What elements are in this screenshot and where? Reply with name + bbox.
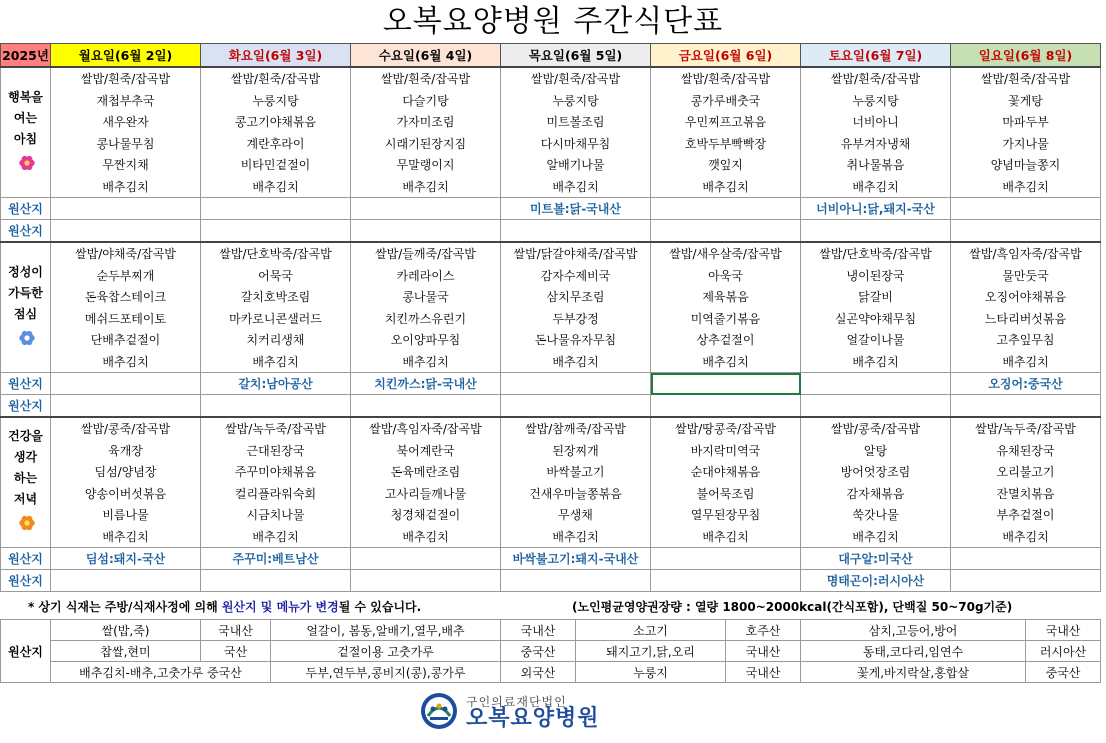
page-title: 오복요양병원 주간식단표: [382, 4, 724, 39]
menu-item: 쌀밥/야채죽/잡곡밥: [51, 242, 201, 265]
meal-label-line: 하는: [13, 471, 38, 485]
menu-item: 새우완자: [51, 111, 201, 133]
weekly-menu-table: [0, 43, 1101, 592]
menu-item: 쌀밥/흰죽/잡곡밥: [351, 67, 501, 90]
menu-item: 잔멸치볶음: [951, 483, 1101, 505]
menu-item: 쌀밥/단호박죽/잡곡밥: [201, 242, 351, 265]
menu-item: 컬리플라워숙회: [201, 483, 351, 505]
menu-item: 냉이된장국: [801, 265, 951, 287]
origin-value: [51, 198, 201, 220]
menu-item: 배추김치: [801, 176, 951, 198]
menu-item: 무말랭이지: [351, 154, 501, 176]
menu-item: 건새우마늘쫑볶음: [501, 483, 651, 505]
origin-ref-item: 삼치,고등어,방어: [801, 620, 1026, 641]
origin-value: [51, 220, 201, 243]
menu-item: 너비아니: [801, 111, 951, 133]
menu-item: 제육볶음: [651, 286, 801, 308]
origin-value: [51, 373, 201, 395]
origin-label: 원산지: [1, 220, 51, 243]
menu-row: [1, 308, 1101, 330]
menu-item: 배추김치: [201, 526, 351, 548]
origin-value: [51, 570, 201, 592]
origin-value: [801, 220, 951, 243]
origin-value: [201, 570, 351, 592]
blue-flower-icon: [18, 329, 34, 345]
menu-item: 양념마늘쫑지: [951, 154, 1101, 176]
menu-item: 돈나물유자무침: [501, 329, 651, 351]
menu-item: 배추김치: [51, 351, 201, 373]
origin-label: 원산지: [1, 570, 51, 592]
menu-item: 갈치호박조림: [201, 286, 351, 308]
day-header: 금요일(6월 6일): [651, 44, 801, 68]
menu-item: 쌀밥/콩죽/잡곡밥: [801, 417, 951, 440]
origin-value: [651, 198, 801, 220]
menu-item: 쌀밥/새우살죽/잡곡밥: [651, 242, 801, 265]
orange-flower-icon: [18, 514, 34, 530]
menu-item: 누룽지탕: [501, 90, 651, 112]
menu-item: 쌀밥/흰죽/잡곡밥: [201, 67, 351, 90]
origin-row: [1, 548, 1101, 570]
origin-value: [651, 548, 801, 570]
menu-item: 어묵국: [201, 265, 351, 287]
origin-value: [351, 220, 501, 243]
origin-value: [51, 395, 201, 418]
origin-value: [351, 198, 501, 220]
meal-label-line: 저녁: [13, 492, 38, 506]
menu-item: 꽃게탕: [951, 90, 1101, 112]
menu-item: 콩나물무침: [51, 133, 201, 155]
origin-row: [1, 373, 1101, 395]
menu-item: 콩고기야채볶음: [201, 111, 351, 133]
menu-item: 배추김치: [201, 176, 351, 198]
menu-item: 감자채볶음: [801, 483, 951, 505]
menu-item: 쌀밥/흰죽/잡곡밥: [801, 67, 951, 90]
menu-item: 콩가루배춧국: [651, 90, 801, 112]
origin-value: 대구알:미국산: [801, 548, 951, 570]
nutrition-note: (노인평균영양권장량 : 열량 1800~2000kcal(간식포함), 단백질 50~70g기준): [572, 600, 1013, 614]
meal-label-line: 점심: [13, 306, 38, 321]
menu-row: [1, 265, 1101, 287]
origin-ref-country: 국내산: [501, 620, 576, 641]
origin-row: [1, 395, 1101, 418]
menu-row: [1, 461, 1101, 483]
origin-label: 원산지: [1, 548, 51, 570]
menu-item: 실곤약야채무침: [801, 308, 951, 330]
origin-value: [201, 395, 351, 418]
origin-ref-country: 국내산: [201, 620, 271, 641]
menu-item: 부추겉절이: [951, 504, 1101, 526]
menu-item: 배추김치: [651, 526, 801, 548]
menu-item: 두부강정: [501, 308, 651, 330]
menu-item: 닭갈비: [801, 286, 951, 308]
menu-item: 쌀밥/콩죽/잡곡밥: [51, 417, 201, 440]
origin-ref-country: 외국산: [501, 662, 576, 683]
menu-item: 쑥갓나물: [801, 504, 951, 526]
menu-item: 바지락미역국: [651, 440, 801, 462]
origin-value: [201, 198, 351, 220]
menu-item: 근대된장국: [201, 440, 351, 462]
origin-value: [801, 395, 951, 418]
meal-label-line: 행복을: [8, 89, 43, 104]
menu-item: 쌀밥/흰죽/잡곡밥: [501, 67, 651, 90]
year-header: 2025년: [1, 44, 51, 68]
meal-label: [1, 242, 51, 373]
meal-label-line: 여는: [13, 110, 38, 125]
menu-item: 배추김치: [501, 176, 651, 198]
menu-item: 취나물볶음: [801, 154, 951, 176]
origin-ref-item: 찹쌀,현미: [51, 641, 201, 662]
hospital-logo: [420, 693, 600, 733]
menu-item: 배추김치: [201, 351, 351, 373]
origin-ref-country: 중국산: [1026, 662, 1101, 683]
origin-value: 너비아니:닭,돼지-국산: [801, 198, 951, 220]
menu-item: 치킨까스유린기: [351, 308, 501, 330]
origin-value: [501, 220, 651, 243]
logo-name: 오복요양병원: [466, 706, 600, 731]
menu-item: 깻잎지: [651, 154, 801, 176]
menu-item: 유채된장국: [951, 440, 1101, 462]
menu-item: 순대야채볶음: [651, 461, 801, 483]
menu-row: [1, 90, 1101, 112]
menu-item: 알탕: [801, 440, 951, 462]
menu-row: [1, 242, 1101, 265]
menu-item: 배추김치: [501, 351, 651, 373]
menu-item: 치커리생채: [201, 329, 351, 351]
menu-row: [1, 176, 1101, 198]
origin-ref-item: 배추김치-배추,고춧가루 중국산: [51, 662, 271, 683]
menu-item: 양송이버섯볶음: [51, 483, 201, 505]
menu-item: 알배기나물: [501, 154, 651, 176]
origin-ref-item: 소고기: [576, 620, 726, 641]
origin-value: [951, 548, 1101, 570]
menu-item: 육개장: [51, 440, 201, 462]
menu-item: 배추김치: [501, 526, 651, 548]
menu-item: 다슬기탕: [351, 90, 501, 112]
origin-value: [501, 373, 651, 395]
meal-label-line: 건강을: [8, 429, 43, 443]
menu-item: 쌀밥/흰죽/잡곡밥: [651, 67, 801, 90]
day-header: 토요일(6월 7일): [801, 44, 951, 68]
menu-item: 순두부찌개: [51, 265, 201, 287]
day-header: 일요일(6월 8일): [951, 44, 1101, 68]
day-header: 월요일(6월 2일): [51, 44, 201, 68]
origin-row: [1, 570, 1101, 592]
origin-row: [1, 220, 1101, 243]
origin-value: [651, 220, 801, 243]
menu-item: 배추김치: [951, 351, 1101, 373]
origin-ref-item: 꽃게,바지락살,홍합살: [801, 662, 1026, 683]
origin-ref-country: 국내산: [1026, 620, 1101, 641]
menu-item: 콩나물국: [351, 286, 501, 308]
menu-item: 방어엇장조림: [801, 461, 951, 483]
origin-value: 미트볼:닭-국내산: [501, 198, 651, 220]
origin-value: [651, 395, 801, 418]
menu-item: 미역줄기볶음: [651, 308, 801, 330]
origin-value: 바싹불고기:돼지-국내산: [501, 548, 651, 570]
origin-value: [201, 220, 351, 243]
menu-item: 카레라이스: [351, 265, 501, 287]
origin-ref-item: 겉절이용 고춧가루: [271, 641, 501, 662]
origin-value[interactable]: [651, 373, 801, 395]
menu-item: 쌀밥/흰죽/잡곡밥: [51, 67, 201, 90]
menu-item: 배추김치: [801, 526, 951, 548]
meal-label-line: 가득한: [8, 285, 43, 300]
meal-label-line: 정성이: [8, 264, 43, 279]
origin-value: [351, 395, 501, 418]
origin-value: [501, 395, 651, 418]
menu-item: 비름나물: [51, 504, 201, 526]
origin-ref-item: 쌀(밥,죽): [51, 620, 201, 641]
origin-value: [951, 395, 1101, 418]
menu-item: 쌀밥/흑임자죽/잡곡밥: [951, 242, 1101, 265]
menu-item: 배추김치: [651, 351, 801, 373]
origin-value: [801, 373, 951, 395]
origin-ref-country: 호주산: [726, 620, 801, 641]
menu-item: 상추겉절이: [651, 329, 801, 351]
origin-value: 갈치:남아공산: [201, 373, 351, 395]
notice-highlight: 원산지 및 메뉴가 변경: [221, 600, 339, 614]
origin-value: [951, 198, 1101, 220]
day-header: 수요일(6월 4일): [351, 44, 501, 68]
menu-item: 배추김치: [951, 176, 1101, 198]
menu-item: 쌀밥/들깨죽/잡곡밥: [351, 242, 501, 265]
origin-ref-label: 원산지: [1, 620, 51, 683]
day-header: 목요일(6월 5일): [501, 44, 651, 68]
origin-ref-item: 동태,코다리,임연수: [801, 641, 1026, 662]
origin-ref-item: 얼갈이, 봄동,알배기,열무,배추: [271, 620, 501, 641]
menu-item: 바싹불고기: [501, 461, 651, 483]
origin-value: 치킨까스:닭-국내산: [351, 373, 501, 395]
logo-subtitle: 구인의료재단법인: [466, 695, 567, 709]
menu-item: 쌀밥/녹두죽/잡곡밥: [201, 417, 351, 440]
menu-item: 쌀밥/닭갈야채죽/잡곡밥: [501, 242, 651, 265]
menu-item: 메쉬드포테이토: [51, 308, 201, 330]
origin-value: [351, 570, 501, 592]
menu-row: [1, 154, 1101, 176]
origin-label: 원산지: [1, 198, 51, 220]
menu-item: 돈육메란조림: [351, 461, 501, 483]
meal-label-line: 아침: [13, 131, 38, 146]
menu-row: [1, 286, 1101, 308]
meal-label-line: 생각: [13, 450, 38, 464]
menu-item: 가자미조림: [351, 111, 501, 133]
menu-item: 쌀밥/흰죽/잡곡밥: [951, 67, 1101, 90]
menu-item: 시금치나물: [201, 504, 351, 526]
menu-row: [1, 440, 1101, 462]
meal-label: [1, 67, 51, 198]
menu-item: 쌀밥/땅콩죽/잡곡밥: [651, 417, 801, 440]
menu-row: [1, 67, 1101, 90]
origin-ref-row: [1, 662, 1101, 683]
menu-item: 재첩부추국: [51, 90, 201, 112]
menu-item: 쌀밥/참깨죽/잡곡밥: [501, 417, 651, 440]
menu-item: 배추김치: [351, 351, 501, 373]
hospital-emblem-icon: [420, 692, 458, 734]
pink-flower-icon: [18, 154, 34, 170]
menu-item: 배추김치: [951, 526, 1101, 548]
menu-item: 쌀밥/단호박죽/잡곡밥: [801, 242, 951, 265]
origin-label: 원산지: [1, 373, 51, 395]
menu-item: 열무된장무침: [651, 504, 801, 526]
menu-item: 삼치무조림: [501, 286, 651, 308]
menu-item: 시래기된장지짐: [351, 133, 501, 155]
menu-item: 고사리들깨나물: [351, 483, 501, 505]
menu-item: 배추김치: [651, 176, 801, 198]
menu-item: 배추김치: [51, 176, 201, 198]
menu-row: [1, 504, 1101, 526]
menu-item: 누룽지탕: [801, 90, 951, 112]
menu-item: 딤섬/양념장: [51, 461, 201, 483]
header-row: [1, 44, 1101, 68]
origin-ref-row: [1, 641, 1101, 662]
menu-item: 불어묵조림: [651, 483, 801, 505]
menu-item: 아욱국: [651, 265, 801, 287]
menu-item: 무짠지채: [51, 154, 201, 176]
origin-value: 명태곤이:러시아산: [801, 570, 951, 592]
origin-ref-item: 돼지고기,닭,오리: [576, 641, 726, 662]
menu-item: 주꾸미야채볶음: [201, 461, 351, 483]
menu-row: [1, 351, 1101, 373]
origin-ref-country: 국내산: [726, 641, 801, 662]
menu-row: [1, 329, 1101, 351]
origin-value: 주꾸미:베트남산: [201, 548, 351, 570]
menu-item: 마카로니콘샐러드: [201, 308, 351, 330]
menu-item: 오이양파무침: [351, 329, 501, 351]
origin-value: [351, 548, 501, 570]
origin-value: [951, 220, 1101, 243]
menu-item: 오징어야채볶음: [951, 286, 1101, 308]
menu-item: 물만둣국: [951, 265, 1101, 287]
menu-item: 비타민겉절이: [201, 154, 351, 176]
menu-item: 우민찌프고볶음: [651, 111, 801, 133]
origin-value: 오징어:중국산: [951, 373, 1101, 395]
origin-ref-item: 누룽지: [576, 662, 726, 683]
menu-item: 오리불고기: [951, 461, 1101, 483]
menu-item: 느타리버섯볶음: [951, 308, 1101, 330]
menu-item: 마파두부: [951, 111, 1101, 133]
menu-item: 유부겨자냉채: [801, 133, 951, 155]
notice-text: * 상기 식재는 주방/식재사정에 의해 원산지 및 메뉴가 변경될 수 있습니다.: [28, 600, 422, 614]
origin-label: 원산지: [1, 395, 51, 418]
menu-item: 무생채: [501, 504, 651, 526]
menu-item: 돈육찹스테이크: [51, 286, 201, 308]
origin-ref-country: 국산: [201, 641, 271, 662]
menu-item: 북어계란국: [351, 440, 501, 462]
menu-item: 얼갈이나물: [801, 329, 951, 351]
origin-ref-country: 러시아산: [1026, 641, 1101, 662]
menu-item: 감자수제비국: [501, 265, 651, 287]
menu-item: 고추잎무침: [951, 329, 1101, 351]
menu-item: 배추김치: [351, 526, 501, 548]
origin-row: [1, 198, 1101, 220]
menu-row: [1, 417, 1101, 440]
menu-item: 다시마채무침: [501, 133, 651, 155]
origin-value: [501, 570, 651, 592]
menu-item: 배추김치: [351, 176, 501, 198]
menu-item: 청경채겉절이: [351, 504, 501, 526]
origin-value: [951, 570, 1101, 592]
origin-table: [0, 619, 1101, 683]
meal-label: [1, 417, 51, 548]
menu-item: 가지나물: [951, 133, 1101, 155]
day-header: 화요일(6월 3일): [201, 44, 351, 68]
menu-item: 계란후라이: [201, 133, 351, 155]
menu-item: 쌀밥/흑임자죽/잡곡밥: [351, 417, 501, 440]
origin-ref-row: [1, 620, 1101, 641]
menu-item: 미트볼조림: [501, 111, 651, 133]
origin-value: 딤섬:돼지-국산: [51, 548, 201, 570]
menu-row: [1, 526, 1101, 548]
menu-item: 배추김치: [801, 351, 951, 373]
menu-item: 쌀밥/녹두죽/잡곡밥: [951, 417, 1101, 440]
menu-item: 단배추겉절이: [51, 329, 201, 351]
origin-ref-country: 중국산: [501, 641, 576, 662]
menu-row: [1, 111, 1101, 133]
origin-ref-item: 두부,연두부,콩비지(콩),콩가루: [271, 662, 501, 683]
menu-item: 호박두부빡빡장: [651, 133, 801, 155]
menu-row: [1, 483, 1101, 505]
menu-item: 된장찌개: [501, 440, 651, 462]
menu-row: [1, 133, 1101, 155]
menu-item: 누룽지탕: [201, 90, 351, 112]
origin-value: [651, 570, 801, 592]
origin-ref-country: 국내산: [726, 662, 801, 683]
menu-item: 배추김치: [51, 526, 201, 548]
